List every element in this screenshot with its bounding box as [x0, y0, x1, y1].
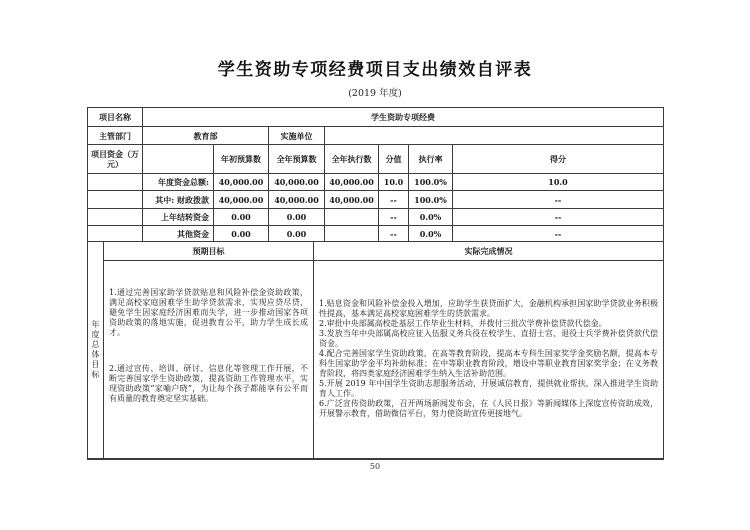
page-number: 50: [369, 462, 381, 471]
fund-value-cell: 40,000.00: [325, 174, 379, 191]
project-name-row: [88, 108, 664, 127]
fund-score-cell: --: [453, 191, 664, 209]
fund-weight-cell: --: [379, 209, 409, 226]
column-header-execution-rate: 执行率: [409, 145, 453, 174]
funds-empty-cell: [88, 191, 143, 209]
goals-header-row: [88, 242, 664, 261]
annual-goals-side-label: 年 度 总 体 目 标: [88, 242, 104, 459]
fund-score-cell: --: [453, 226, 664, 242]
fund-row-label: 上年结转资金: [143, 209, 214, 226]
goal-item: 3.发放当年中央部属高校应征入伍服义务兵役在校学生、直招士官、退役士兵学费补偿贷款代偿资金。: [319, 329, 658, 349]
fund-value-cell: [325, 226, 379, 242]
document-subtitle: (2019 年度): [348, 88, 402, 99]
fund-rate-cell: 100.0%: [409, 174, 453, 191]
implementing-unit-label: 实施单位: [269, 127, 325, 145]
funds-row-fiscal: [88, 191, 664, 209]
fund-rate-cell: 0.0%: [409, 209, 453, 226]
goal-item: 4.配合完善国家学生资助政策，在高等教育阶段，提高本专科生国家奖学金奖励名额，提高本专科生国家助学金平均补助标准；在中等职业教育阶段，增设中等职业教育国家奖学金；在义务教育阶段，将四类家庭经济困难学生纳入生活补助范围。: [319, 349, 658, 379]
fund-value-cell: [325, 209, 379, 226]
funds-empty-cell: [143, 145, 214, 174]
fund-value-cell: 0.00: [214, 209, 269, 226]
fund-value-cell: 40,000.00: [269, 191, 325, 209]
column-header-weight: 分值: [379, 145, 409, 174]
actual-completion-content: [314, 261, 664, 459]
fund-rate-cell: 0.0%: [409, 226, 453, 242]
document-title: 学生资助专项经费项目支出绩效自评表: [217, 60, 533, 80]
fund-value-cell: 40,000.00: [325, 191, 379, 209]
fund-value-cell: 40,000.00: [214, 174, 269, 191]
funds-header-row: [88, 145, 664, 174]
department-row: [88, 127, 664, 145]
funds-empty-cell: [88, 209, 143, 226]
goal-item: 2.通过宣传、培训、研讨、信息化等管理工作开展，不断完善国家学生资助政策，提高资助工作管理水平，实现资助政策“家喻户晓”，为让每个孩子都能享有公平而有质量的教育奠定坚实基础。: [109, 364, 308, 404]
fund-score-cell: 10.0: [453, 174, 664, 191]
department-value: 教育部: [143, 127, 269, 145]
project-name-label: 项目名称: [88, 108, 143, 127]
column-header-annual-budget: 全年预算数: [269, 145, 325, 174]
fund-weight-cell: --: [379, 191, 409, 209]
expected-goals-header: 预期目标: [104, 242, 314, 261]
fund-value-cell: 0.00: [269, 226, 325, 242]
evaluation-table: [87, 107, 664, 460]
fund-value-cell: 0.00: [214, 226, 269, 242]
actual-completion-header: 实际完成情况: [314, 242, 664, 261]
funds-row-carryover: [88, 209, 664, 226]
department-label: 主管部门: [88, 127, 143, 145]
fund-score-cell: --: [453, 209, 664, 226]
fund-rate-cell: 100.0%: [409, 191, 453, 209]
fund-weight-cell: 10.0: [379, 174, 409, 191]
fund-weight-cell: --: [379, 226, 409, 242]
funds-empty-cell: [88, 174, 143, 191]
column-header-initial-budget: 年初预算数: [214, 145, 269, 174]
fund-value-cell: 0.00: [269, 209, 325, 226]
funds-section-label: 项目资金（万元）: [88, 145, 143, 174]
fund-value-cell: 40,000.00: [214, 191, 269, 209]
fund-value-cell: 40,000.00: [269, 174, 325, 191]
column-header-score: 得分: [453, 145, 664, 174]
goal-item: 6.广泛宣传资助政策，召开两场新闻发布会，在《人民日报》等新闻媒体上深度宣传资助成效，开展警示教育，借助微信平台，努力使资助宣传更接地气。: [319, 399, 658, 419]
fund-row-label: 其他资金: [143, 226, 214, 242]
expected-goals-content: [104, 261, 314, 459]
column-header-executed: 全年执行数: [325, 145, 379, 174]
fund-row-label: 其中: 财政拨款: [143, 191, 214, 209]
goals-content-row: [88, 261, 664, 459]
implementing-unit-value: [325, 127, 664, 145]
funds-row-total: [88, 174, 664, 191]
goal-item: 1.贴息资金和风险补偿金投入增加，应助学生获贷面扩大，金融机构承担国家助学贷款业务积极性提高，基本满足高校家庭困难学生的贷款需求。: [319, 299, 658, 319]
goal-item: 2.审批中央部属高校赴基层工作毕业生材料，并拨付三批次学费补偿贷款代偿金。: [319, 319, 607, 329]
goal-item: 1.通过完善国家助学贷款贴息和风险补偿金资助政策，满足高校家庭困难学生助学贷款需求，实现应贷尽贷，避免学生因家庭经济困难而失学，进一步推动国家各项资助政策的落地实施，促进教育公平，助力学生成长成才。: [109, 288, 308, 338]
project-name-value: 学生资助专项经费: [143, 108, 664, 127]
funds-row-other: [88, 226, 664, 242]
funds-empty-cell: [88, 226, 143, 242]
fund-row-label: 年度资金总额:: [143, 174, 214, 191]
goal-item: 5.开展 2019 年中国学生资助志愿服务活动，开展诚信教育，提供就业帮扶，深入推进学生资助育人工作。: [319, 379, 658, 399]
